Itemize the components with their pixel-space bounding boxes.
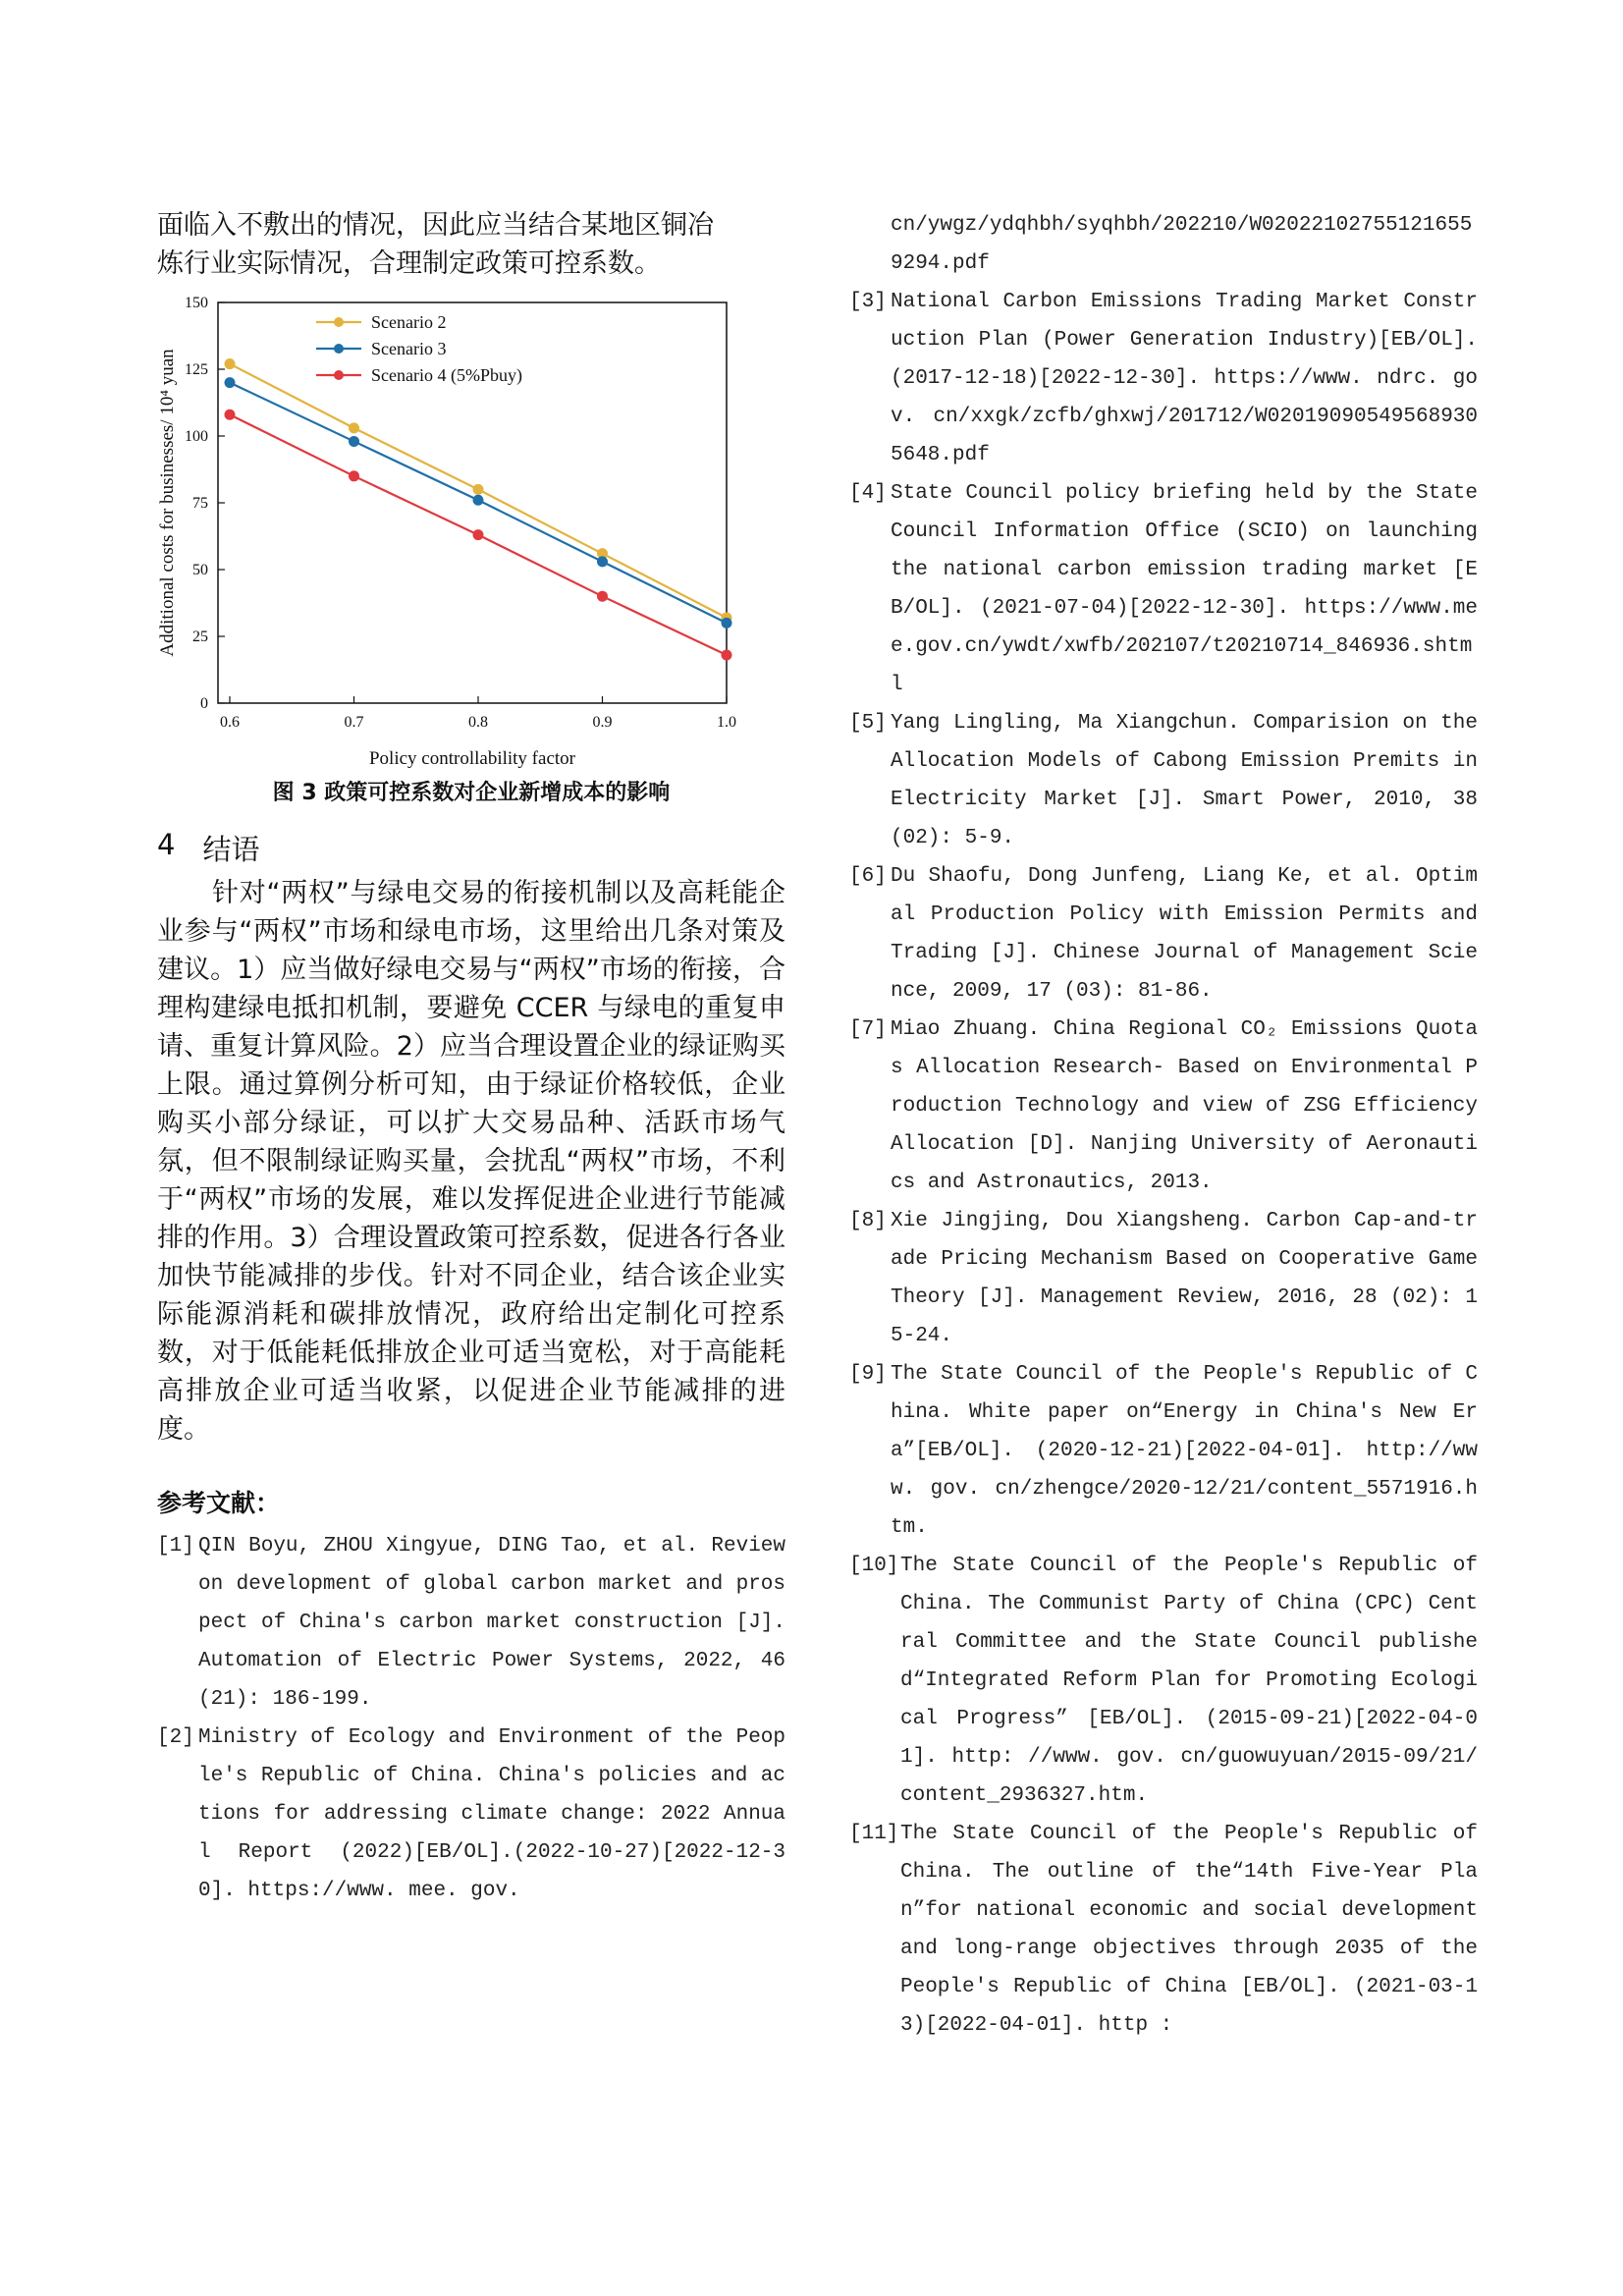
reference-2 (157, 1719, 785, 1910)
reference-number: [5] (849, 712, 887, 735)
reference-text: Du Shaofu, Dong Junfeng, Liang Ke, et al. Optimal Production Policy with Emission Permits and Trading [J]. Chinese Journal of Management Science, 2009, 17 (03): 81-86. (891, 865, 1478, 1003)
reference-text: Miao Zhuang. China Regional CO₂ Emissions Quotas Allocation Research- Based on Environmental Production Technology and view of ZSG Efficiency Allocation [D]. Nanjing University of Aeronautics and Astronautics, 2013. (891, 1018, 1478, 1194)
reference-text: State Council policy briefing held by the State Council Information Office (SCIO) on launching the national carbon emission trading market [EB/OL]. (2021-07-04)[2022-12-30]. https://www.mee.gov.cn/ywdt/xwfb/202107/t20210714_846936.shtml (891, 482, 1478, 696)
reference-7 (849, 1011, 1478, 1202)
reference-2-continued (849, 206, 1478, 283)
reference-text: National Carbon Emissions Trading Market Construction Plan (Power Generation Industry)[EB/OL]. (2017-12-18)[2022-12-30]. https://www. ndrc. gov. cn/xxgk/zcfb/ghxwj/201712/W020190905495689305648.pdf (891, 291, 1478, 466)
plot-frame (218, 302, 727, 703)
reference-text: The State Council of the People's Republic of China. The outline of the“14th Five-Year Plan”for national economic and social development and long-range objectives through 2035 of the People's Republic of China [EB/OL]. (2021-03-13)[2022-04-01]. http : (900, 1823, 1478, 2037)
intro-line-1: 面临入不敷出的情况，因此应当结合某地区铜冶 (157, 210, 714, 241)
reference-number: [2] (157, 1726, 194, 1749)
reference-text: QIN Boyu, ZHOU Xingyue, DING Tao, et al. Review on development of global carbon market and prospect of China's carbon market construction [J]. Automation of Electric Power Systems, 2022, 46(21): 186-199. (198, 1535, 785, 1711)
figure-3 (157, 291, 785, 772)
data-point (225, 410, 236, 420)
data-point (349, 470, 359, 481)
reference-text: Yang Lingling, Ma Xiangchun. Comparision on the Allocation Models of Cabong Emission Premits in Electricity Market [J]. Smart Power, 2010, 38 (02): 5-9. (891, 712, 1478, 849)
right-column (849, 206, 1478, 2045)
reference-number: [7] (849, 1018, 887, 1041)
legend-label: Scenario 4 (5%Pbuy) (371, 365, 522, 385)
references-title: 参考文献： (157, 1489, 281, 1517)
left-column (157, 206, 785, 1910)
data-point (473, 529, 484, 540)
reference-number: [1] (157, 1535, 194, 1558)
y-tick-label: 75 (192, 495, 208, 512)
x-tick-label: 0.6 (220, 714, 240, 731)
x-tick-label: 0.8 (468, 714, 488, 731)
data-point (597, 591, 608, 602)
y-tick-label: 0 (200, 695, 208, 712)
reference-text: Xie Jingjing, Dou Xiangsheng. Carbon Cap-and-trade Pricing Mechanism Based on Cooperative Game Theory [J]. Management Review, 2016, 28 (02): 15-24. (891, 1210, 1478, 1347)
x-tick-label: 0.7 (344, 714, 364, 731)
reference-text: Ministry of Ecology and Environment of the People's Republic of China. China's policies and actions for addressing climate change: 2022 Annual Report (2022)[EB/OL].(2022-10-27)[2022-12-30]. https://www. mee. gov. (198, 1726, 785, 1902)
reference-1 (157, 1527, 785, 1719)
intro-line-2: 炼行业实际情况，合理制定政策可控系数。 (157, 248, 661, 279)
data-point (349, 436, 359, 447)
line-chart (157, 291, 785, 772)
y-tick-label: 150 (185, 295, 208, 311)
legend-marker (334, 317, 344, 327)
figure-caption: 图 3 政策可控系数对企业新增成本的影响 (272, 781, 671, 805)
section-heading (157, 828, 785, 868)
y-tick-label: 50 (192, 562, 208, 578)
reference-number: [8] (849, 1210, 887, 1232)
reference-number: [11] (849, 1823, 899, 1845)
legend-label: Scenario 2 (371, 312, 447, 332)
x-axis-label: Policy controllability factor (368, 748, 576, 769)
data-point (349, 422, 359, 433)
reference-11 (849, 1815, 1478, 2045)
data-point (225, 358, 236, 369)
reference-number: [9] (849, 1363, 887, 1386)
reference-9 (849, 1355, 1478, 1547)
section-title: 结语 (202, 833, 260, 866)
data-point (473, 484, 484, 495)
y-axis-label: Additional costs for businesses/ 10⁴ yuan (157, 349, 178, 657)
x-tick-label: 1.0 (717, 714, 736, 731)
reference-8 (849, 1202, 1478, 1355)
data-point (722, 618, 732, 629)
y-tick-label: 125 (185, 361, 208, 378)
section-number: 4 (157, 828, 176, 861)
data-point (722, 650, 732, 661)
reference-4 (849, 474, 1478, 704)
reference-number: [6] (849, 865, 887, 888)
y-tick-label: 25 (192, 629, 208, 645)
reference-10 (849, 1547, 1478, 1815)
reference-number: [3] (849, 291, 887, 313)
reference-5 (849, 704, 1478, 857)
legend-label: Scenario 3 (371, 339, 447, 358)
data-point (225, 377, 236, 388)
data-point (473, 495, 484, 506)
data-point (597, 556, 608, 567)
conclusion-paragraph: 针对“两权”与绿电交易的衔接机制以及高耗能企业参与“两权”市场和绿电市场，这里给出几条对策及建议。1）应当做好绿电交易与“两权”市场的衔接，合理构建绿电抵扣机制，要避免 CCER 与绿电的重复申请、重复计算风险。2）应当合理设置企业的绿证购买上限。通过算例分析可知，由于绿证价格较低，企业购买小部分绿证，可以扩大交易品种、活跃市场气氛，但不限制绿证购买量，会扰乱“两权”市场，不利于“两权”市场的发展，难以发挥促进企业进行节能减排的作用。3）合理设置政策可控系数，促进各行各业加快节能减排的步伐。针对不同企业，结合该企业实际能源消耗和碳排放情况，政府给出定制化可控系数，对于低能耗低排放企业可适当宽松，对于高能耗高排放企业可适当收紧，以促进企业节能减排的进度。 (157, 878, 785, 1445)
y-tick-label: 100 (185, 428, 208, 445)
reference-text: cn/ywgz/ydqhbh/syqhbh/202210/W020221027551216559294.pdf (891, 214, 1473, 275)
x-tick-label: 0.9 (592, 714, 613, 731)
legend-marker (334, 370, 344, 380)
reference-text: The State Council of the People's Republic of China. White paper on“Energy in China's New Era”[EB/OL]. (2020-12-21)[2022-04-01]. http://www. gov. cn/zhengce/2020-12/21/content_5571916.htm. (891, 1363, 1478, 1539)
legend-marker (334, 344, 344, 354)
reference-6 (849, 857, 1478, 1011)
reference-3 (849, 283, 1478, 474)
reference-number: [4] (849, 482, 887, 505)
reference-number: [10] (849, 1555, 899, 1577)
reference-text: The State Council of the People's Republic of China. The Communist Party of China (CPC) Central Committee and the State Council published“Integrated Reform Plan for Promoting Ecological Progress” [EB/OL]. (2015-09-21)[2022-04-01]. http: //www. gov. cn/guowuyuan/2015-09/21/content_2936327.htm. (900, 1555, 1478, 1807)
